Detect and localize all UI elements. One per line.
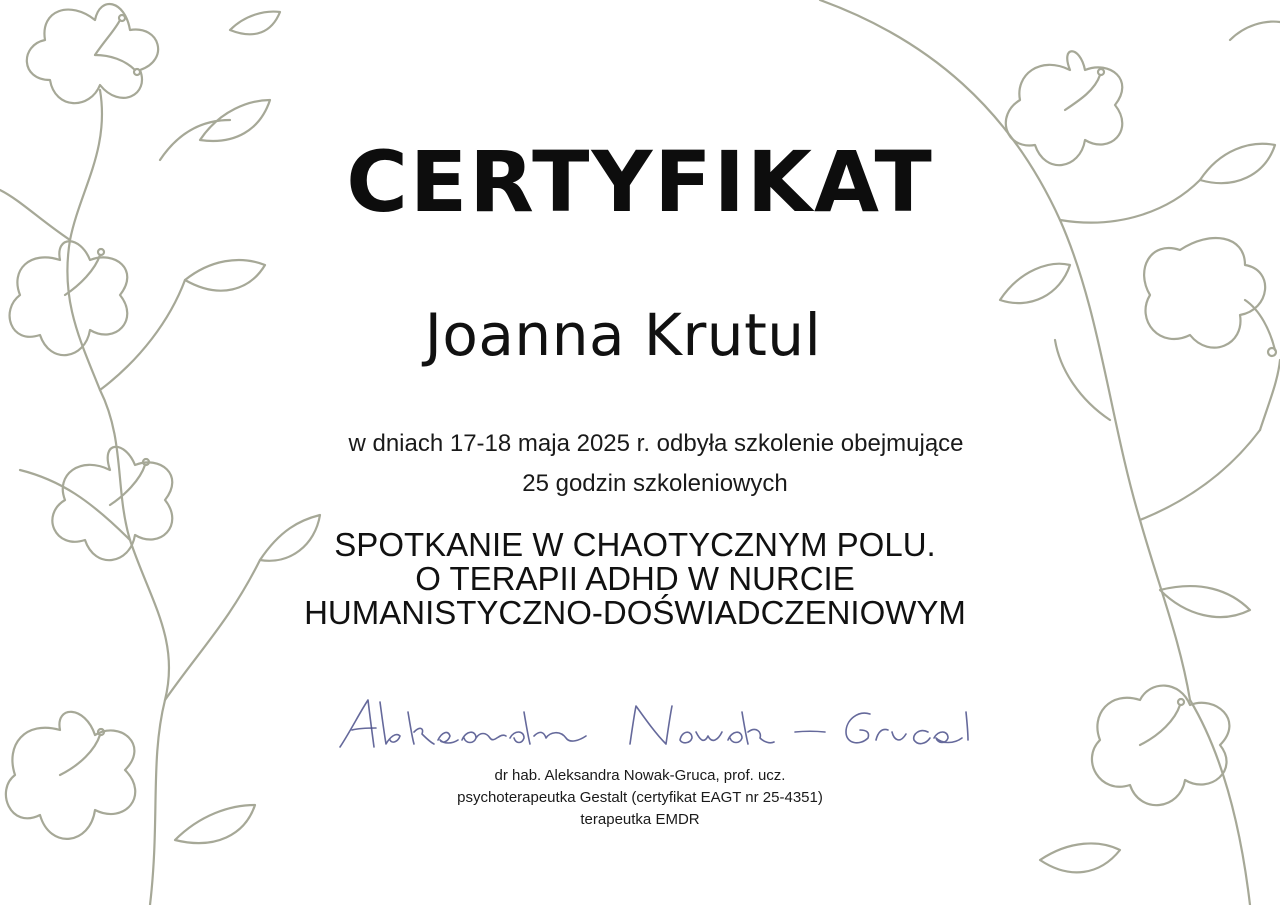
signer-block <box>0 765 1280 831</box>
certificate-title: CERTYFIKAT <box>346 133 934 231</box>
recipient-name: Joanna Krutul <box>424 301 822 369</box>
description-line-2: 25 godzin szkoleniowych <box>522 470 788 497</box>
handwritten-signature <box>330 692 980 762</box>
course-title-line-3: HUMANISTYCZNO-DOŚWIADCZENIOWYM <box>304 594 966 631</box>
signer-role-2: terapeutka EMDR <box>580 811 700 828</box>
course-title-line-2: O TERAPII ADHD W NURCIE <box>415 560 855 597</box>
description-line-1: w dniach 17-18 maja 2025 r. odbyła szkolenie obejmujące <box>348 430 964 457</box>
signer-name: dr hab. Aleksandra Nowak-Gruca, prof. ucz. <box>494 767 786 784</box>
signer-role-1: psychoterapeutka Gestalt (certyfikat EAGT nr 25-4351) <box>457 789 823 806</box>
course-title <box>0 528 1270 630</box>
course-title-line-1: SPOTKANIE W CHAOTYCZNYM POLU. <box>334 526 936 563</box>
